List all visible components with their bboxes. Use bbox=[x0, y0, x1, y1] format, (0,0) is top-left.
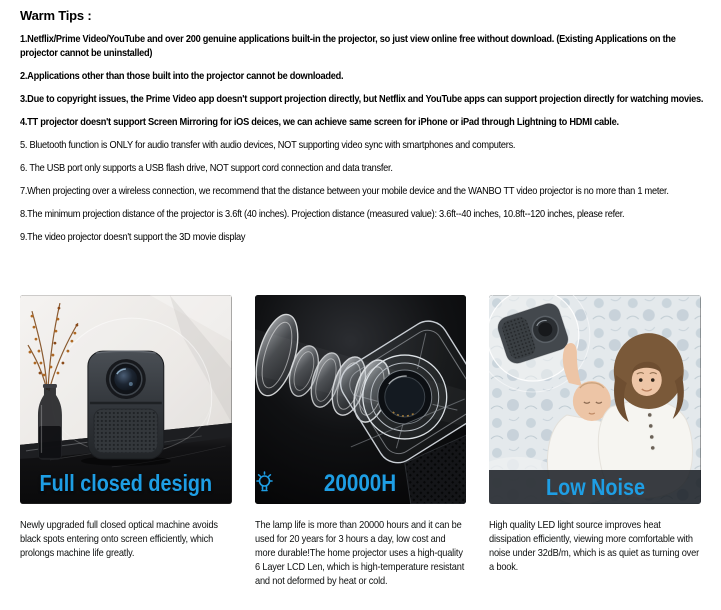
feature-banner-low-noise: Low Noise bbox=[545, 473, 645, 500]
feature-caption-full-closed-design: Newly upgraded full closed optical machine avoids black spots entering onto screen efficiently, which prolongs machine life greatly. bbox=[20, 519, 218, 559]
feature-banner-lamp-life bbox=[255, 470, 467, 498]
warm-tip-item-1: 1.Netflix/Prime Video/YouTube and over 200 genuine applications built-in the projector, so just view online free without download. (Existing Applications on the projector cannot be uninstalled) bbox=[20, 33, 676, 59]
feature-banner-full-closed-design: Full closed design bbox=[39, 470, 213, 496]
feature-image-projector-on-table bbox=[20, 295, 232, 504]
feature-image-lens-explosion bbox=[255, 295, 467, 504]
warm-tips-heading: Warm Tips : bbox=[20, 8, 92, 23]
feature-cards-row bbox=[0, 295, 721, 588]
warm-tip-item-5: 5. Bluetooth function is ONLY for audio transfer with audio devices, NOT supporting video sync with smartphones and computers. bbox=[20, 139, 516, 151]
projector-front-view bbox=[81, 351, 171, 466]
feature-caption-low-noise: High quality LED light source improves heat dissipation efficiently, viewing more comfortable with noise under 32dB/m, which is as quiet as turning over a book. bbox=[489, 519, 700, 573]
feature-card-lamp-life bbox=[255, 295, 467, 588]
warm-tip-item-3: 3.Due to copyright issues, the Prime Video app doesn't support projection directly, but Netflix and YouTube apps can support projection directly for watching movies. bbox=[20, 93, 704, 105]
warm-tip-item-7: 7.When projecting over a wireless connection, we recommend that the distance between your mobile device and the WANBO TT video projector is no more than 1 meter. bbox=[20, 185, 669, 197]
warm-tips-section bbox=[0, 0, 721, 292]
warm-tip-item-9: 9.The video projector doesn't support the 3D movie display bbox=[20, 231, 246, 243]
feature-banner-strip bbox=[489, 470, 701, 504]
warm-tip-item-8: 8.The minimum projection distance of the projector is 3.6ft (40 inches). Projection distance (measured value): 3.6ft--40 inches, 10.8ft--120 inches, please refer. bbox=[20, 208, 625, 220]
feature-card-full-closed-design bbox=[20, 295, 232, 588]
projector-speaker-grille bbox=[94, 409, 158, 453]
feature-banner-lamp-life-text: 20000H bbox=[324, 470, 397, 497]
feature-image-kids-sleeping bbox=[489, 295, 701, 504]
warm-tip-item-6: 6. The USB port only supports a USB flash drive, NOT support cord connection and data transfer. bbox=[20, 162, 393, 174]
feature-caption-lamp-life: The lamp life is more than 20000 hours and it can be used for 20 years for 3 hours a day, low cost and more durable!The home projector uses a high-quality 6 Layer LCD Len, which is high-temperature resistant and not deformed by heat or cold. bbox=[254, 519, 464, 587]
warm-tip-item-2: 2.Applications other than those built into the projector cannot be downloaded. bbox=[20, 70, 344, 82]
warm-tip-item-4: 4.TT projector doesn't support Screen Mirroring for iOS deices, we can achieve same screen for iPhone or iPad through Lightning to HDMI cable. bbox=[20, 116, 619, 128]
lightbulb-icon bbox=[255, 470, 274, 494]
feature-card-low-noise bbox=[489, 295, 701, 588]
